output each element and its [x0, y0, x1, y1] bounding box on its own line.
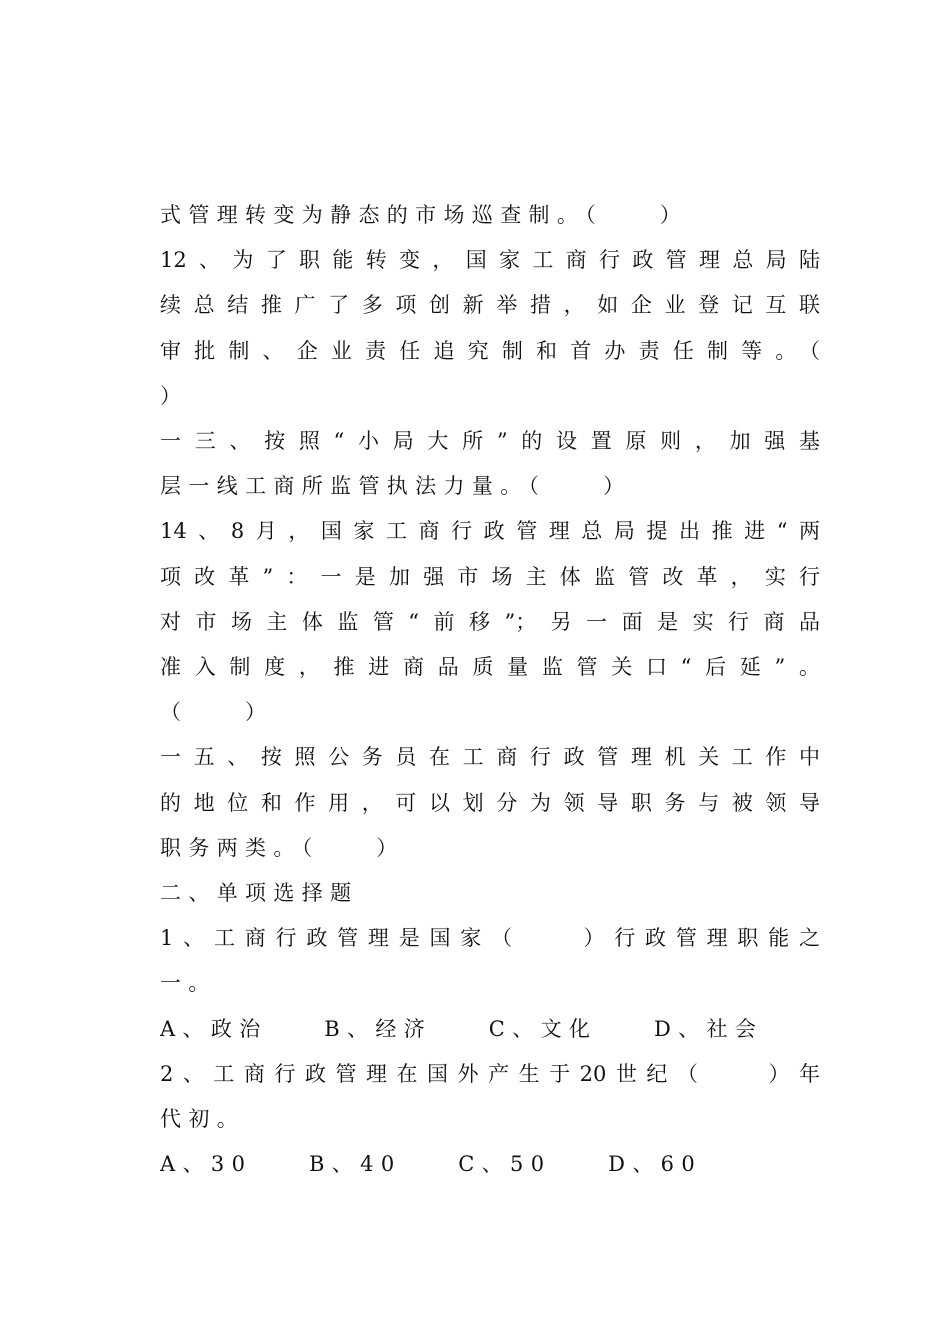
text-line-9: 项改革”：一是加强市场主体监管改革，实行: [160, 565, 820, 589]
text-line-1: 式管理转变为静态的市场巡查制。（ ）: [160, 203, 689, 227]
text-line-5: ）: [160, 384, 189, 408]
text-line-13: 一五、按照公务员在工商行政管理机关工作中: [160, 745, 820, 769]
text-line-18: 一。: [160, 971, 217, 995]
text-line-6: 一三、按照“小局大所”的设置原则，加强基: [160, 429, 820, 453]
text-line-8: 14、8月，国家工商行政管理总局提出推进“两: [160, 519, 820, 543]
text-line-17: 1、工商行政管理是国家（ ）行政管理职能之: [160, 926, 820, 950]
text-line-20: 2、工商行政管理在国外产生于20世纪（ ）年: [160, 1062, 820, 1086]
options-line-2: A、30 B、40 C、50 D、60: [160, 1152, 703, 1176]
text-line-2: 12、为了职能转变，国家工商行政管理总局陆: [160, 248, 820, 272]
text-line-7: 层一线工商所监管执法力量。（ ）: [160, 474, 632, 498]
text-line-11: 准入制度，推进商品质量监管关口“后延”。: [160, 655, 820, 679]
text-line-3: 续总结推广了多项创新举措，如企业登记互联: [160, 293, 820, 317]
text-line-4: 审批制、企业责任追究制和首办责任制等。（: [160, 339, 820, 363]
section-heading: 二、单项选择题: [160, 881, 359, 905]
text-line-15: 职务两类。（ ）: [160, 836, 405, 860]
text-line-10: 对市场主体监管“前移”；另一面是实行商品: [160, 610, 820, 634]
options-line-1: A、政治 B、经济 C、文化 D、社会: [160, 1017, 764, 1041]
text-line-12: （ ）: [160, 700, 274, 724]
text-line-21: 代初。: [160, 1107, 246, 1131]
text-line-14: 的地位和作用，可以划分为领导职务与被领导: [160, 791, 820, 815]
